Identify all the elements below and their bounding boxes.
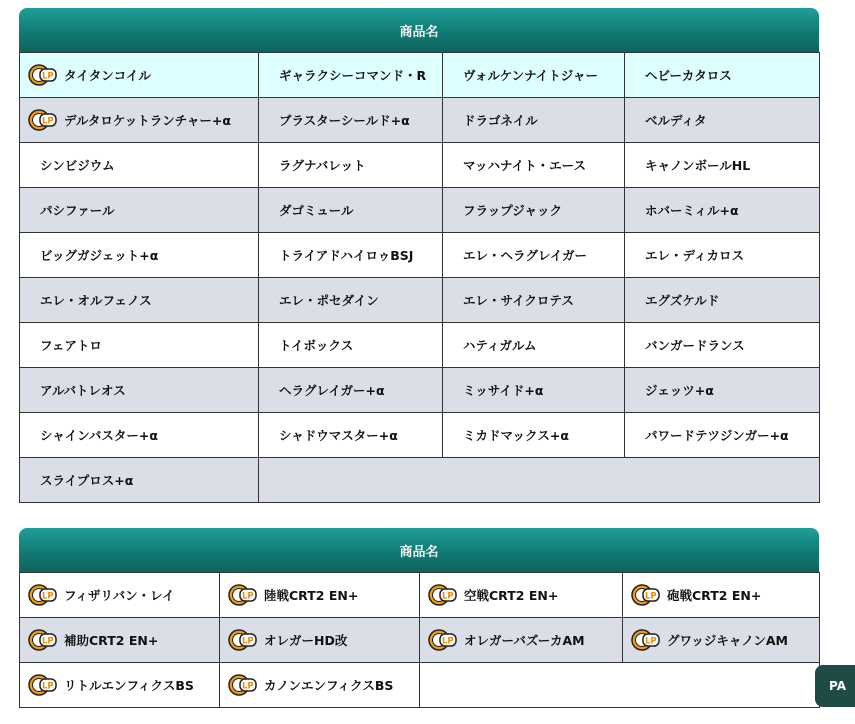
product-name: ビッグガジェット+α (40, 248, 159, 263)
empty-cell (420, 663, 820, 708)
product-cell[interactable] (625, 368, 820, 413)
product-name: シャインバスター+α (40, 428, 158, 443)
product-name: ドラゴネイル (463, 113, 538, 128)
product-name: 補助CRT2 EN+ (64, 633, 159, 648)
product-table (19, 52, 820, 503)
product-cell[interactable] (623, 618, 820, 663)
product-name: エレ・サイクロテス (463, 293, 574, 308)
product-cell[interactable] (20, 413, 259, 458)
product-cell[interactable] (20, 663, 220, 708)
product-name: オレガーバズーカAM (464, 633, 585, 648)
product-cell[interactable] (625, 98, 820, 143)
product-table (19, 572, 820, 708)
product-name: ミッサイド+α (463, 383, 544, 398)
table-row (20, 323, 820, 368)
product-cell[interactable] (20, 143, 259, 188)
side-tab-label: PA (829, 679, 846, 693)
lp-icon (28, 109, 58, 131)
product-name: ヴォルケンナイトジャー (463, 68, 599, 83)
svg-text:LP: LP (42, 591, 54, 602)
product-cell[interactable] (623, 573, 820, 618)
svg-text:LP: LP (42, 71, 54, 82)
lp-icon (228, 629, 258, 651)
product-name: トイボックス (279, 338, 354, 353)
table-row (20, 53, 820, 98)
product-cell[interactable] (20, 188, 259, 233)
product-cell[interactable] (259, 233, 443, 278)
product-cell[interactable] (420, 618, 623, 663)
product-cell[interactable] (259, 413, 443, 458)
product-cell[interactable] (20, 323, 259, 368)
product-name: パワードテツジンガー+α (645, 428, 789, 443)
product-cell[interactable] (443, 233, 625, 278)
table-row (20, 458, 820, 503)
product-cell[interactable] (220, 573, 420, 618)
product-name: ベルディタ (645, 113, 707, 128)
product-name: 空戦CRT2 EN+ (464, 588, 559, 603)
product-cell[interactable] (259, 368, 443, 413)
lp-icon (428, 629, 458, 651)
product-name: マッハナイト・エース (463, 158, 587, 173)
product-name: エグズケルド (645, 293, 720, 308)
product-cell[interactable] (625, 188, 820, 233)
product-name: ジェッツ+α (645, 383, 714, 398)
product-cell[interactable] (220, 663, 420, 708)
product-cell[interactable] (443, 278, 625, 323)
table-row (20, 143, 820, 188)
lp-icon (228, 584, 258, 606)
svg-text:LP: LP (242, 636, 254, 647)
lp-icon (28, 64, 58, 86)
lp-icon (28, 584, 58, 606)
product-name: ヘビーカタロス (645, 68, 732, 83)
product-name: パシファール (40, 203, 115, 218)
product-cell[interactable] (20, 98, 259, 143)
lp-icon (428, 584, 458, 606)
product-cell[interactable] (625, 278, 820, 323)
product-name: エレ・ヘラグレイガー (463, 248, 588, 263)
product-cell[interactable] (625, 413, 820, 458)
table-row (20, 368, 820, 413)
product-name: 陸戦CRT2 EN+ (264, 588, 359, 603)
panel-header: 商品名 (19, 8, 819, 52)
svg-text:LP: LP (242, 591, 254, 602)
lp-icon (631, 629, 661, 651)
lp-icon (228, 674, 258, 696)
product-cell[interactable] (443, 368, 625, 413)
product-name: ヘラグレイガー+α (279, 383, 385, 398)
product-name: フィザリバン・レイ (64, 588, 175, 603)
product-name: タイタンコイル (64, 68, 151, 83)
product-cell[interactable] (259, 143, 443, 188)
lp-icon (28, 674, 58, 696)
svg-text:LP: LP (645, 636, 657, 647)
product-cell[interactable] (625, 143, 820, 188)
product-cell[interactable] (625, 233, 820, 278)
svg-text:LP: LP (242, 681, 254, 692)
product-cell[interactable] (259, 98, 443, 143)
product-cell[interactable] (20, 278, 259, 323)
product-name: エレ・オルフェノス (40, 293, 152, 308)
panel-header: 商品名 (19, 528, 819, 572)
side-tab-button[interactable] (815, 665, 855, 707)
svg-text:LP: LP (42, 681, 54, 692)
table-row (20, 233, 820, 278)
product-name: ギャラクシーコマンド・R (279, 68, 427, 83)
product-cell[interactable] (259, 323, 443, 368)
product-panel-2 (19, 528, 819, 708)
product-cell[interactable] (443, 413, 625, 458)
product-name: ダゴミュール (279, 203, 354, 218)
product-cell[interactable] (625, 53, 820, 98)
product-name: グワッジキャノンAM (667, 633, 788, 648)
product-name: ホバーミィル+α (645, 203, 739, 218)
product-cell[interactable] (20, 233, 259, 278)
product-cell[interactable] (259, 188, 443, 233)
product-cell[interactable] (20, 53, 259, 98)
product-name: ミカドマックス+α (463, 428, 569, 443)
product-name: シンビジウム (40, 158, 115, 173)
table-row (20, 618, 820, 663)
product-name: ブラスターシールド+α (279, 113, 410, 128)
product-name: アルバトレオス (40, 383, 126, 398)
product-cell[interactable] (443, 53, 625, 98)
product-name: カノンエンフィクスBS (264, 678, 394, 693)
table-row (20, 98, 820, 143)
empty-cell (259, 458, 820, 503)
table-row (20, 573, 820, 618)
table-row (20, 188, 820, 233)
svg-text:LP: LP (442, 636, 454, 647)
product-name: フラップジャック (463, 203, 563, 218)
product-cell[interactable] (420, 573, 623, 618)
product-cell[interactable] (220, 618, 420, 663)
product-cell[interactable] (443, 188, 625, 233)
lp-icon (631, 584, 661, 606)
product-cell[interactable] (20, 368, 259, 413)
product-cell[interactable] (20, 458, 259, 503)
product-name: デルタロケットランチャー+α (64, 113, 231, 128)
product-name: リトルエンフィクスBS (64, 678, 194, 693)
table-row (20, 413, 820, 458)
product-cell[interactable] (20, 573, 220, 618)
product-name: キャノンボールHL (645, 158, 751, 173)
lp-icon (28, 629, 58, 651)
product-panel-1 (19, 8, 819, 503)
product-cell[interactable] (443, 323, 625, 368)
product-name: シャドウマスター+α (279, 428, 398, 443)
table-row (20, 278, 820, 323)
svg-text:LP: LP (645, 591, 657, 602)
product-cell[interactable] (625, 323, 820, 368)
product-cell[interactable] (443, 98, 625, 143)
product-cell[interactable] (259, 53, 443, 98)
svg-text:LP: LP (442, 591, 454, 602)
product-cell[interactable] (20, 618, 220, 663)
product-name: バンガードランス (645, 338, 745, 353)
svg-text:LP: LP (42, 636, 54, 647)
svg-text:LP: LP (42, 116, 54, 127)
product-cell[interactable] (259, 278, 443, 323)
product-name: 砲戦CRT2 EN+ (667, 588, 762, 603)
product-name: オレガーHD改 (264, 633, 348, 648)
product-cell[interactable] (443, 143, 625, 188)
product-name: ハティガルム (463, 338, 537, 353)
product-name: スライプロス+α (40, 473, 134, 488)
product-name: エレ・ディカロス (645, 248, 745, 263)
product-name: ラグナバレット (279, 158, 366, 173)
table-row (20, 663, 820, 708)
product-name: トライアドハイロゥBSJ (279, 248, 414, 263)
product-name: フェアトロ (40, 338, 102, 353)
product-name: エレ・ポセダイン (279, 293, 379, 308)
